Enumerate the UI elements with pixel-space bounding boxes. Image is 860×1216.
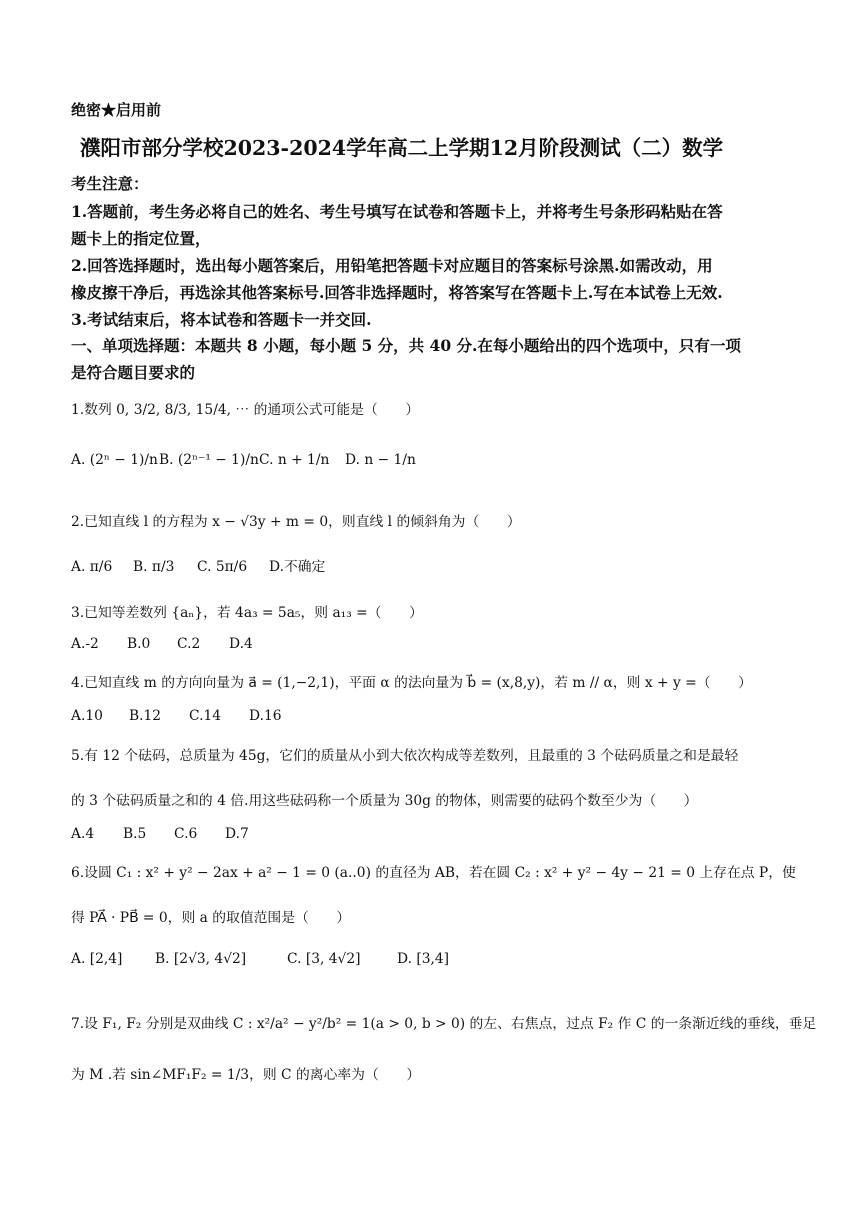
q6-option-d: D. [3,4]	[397, 951, 450, 967]
notice-item-3: 3.考试结束后，将本试卷和答题卡一并交回.	[71, 310, 372, 329]
q2-stem: 2.已知直线 l 的方程为 x − √3y + m = 0，则直线 l 的倾斜角为（ ）	[71, 514, 521, 530]
q3-option-b: B.0	[127, 636, 151, 652]
q3-option-c: C.2	[177, 636, 201, 652]
q4-option-d: D.16	[249, 708, 282, 724]
q2-option-a: A. π/6	[71, 559, 113, 575]
q4-stem: 4.已知直线 m 的方向向量为 a⃗ = (1,−2,1)，平面 α 的法向量为 b⃗ = (x,8,y)，若 m // α，则 x + y =（ ）	[71, 675, 752, 691]
q1-option-d: D. n − 1/n	[345, 452, 416, 468]
q6-options	[71, 951, 449, 967]
notice-heading: 考生注意：	[71, 174, 149, 193]
q5-option-a: A.4	[71, 826, 95, 842]
q2-options	[71, 555, 325, 575]
q1-option-c: C. n + 1/n	[259, 452, 330, 468]
q5-options	[71, 826, 249, 842]
q6-option-b: B. [2√3, 4√2]	[155, 951, 247, 967]
q5-option-b: B.5	[123, 826, 147, 842]
q4-options	[71, 708, 282, 724]
q1-option-a: A. (2ⁿ − 1)/n	[71, 452, 158, 468]
q1-option-b: B. (2ⁿ⁻¹ − 1)/n	[159, 452, 259, 468]
q7-stem-1: 7.设 F₁, F₂ 分别是双曲线 C : x²/a² − y²/b² = 1(a > 0, b > 0) 的左、右焦点，过点 F₂ 作 C 的一条渐近线的垂线，垂足	[71, 1016, 817, 1032]
notice-item-2a: 2.回答选择题时，选出每小题答案后，用铅笔把答题卡对应题目的答案标号涂黑.如需改动，用	[71, 256, 713, 275]
q6-stem-1: 6.设圆 C₁ : x² + y² − 2ax + a² − 1 = 0 (a..0) 的直径为 AB，若在圆 C₂ : x² + y² − 4y − 21 = 0 上存在点 P，使	[71, 865, 796, 881]
notice-item-1b: 题卡上的指定位置，	[71, 229, 211, 248]
q6-option-c: C. [3, 4√2]	[287, 951, 361, 967]
q6-option-a: A. [2,4]	[71, 951, 123, 967]
q4-option-b: B.12	[129, 708, 162, 724]
q5-option-c: C.6	[174, 826, 198, 842]
q2-option-c: C. 5π/6	[197, 559, 248, 575]
notice-item-1a: 1.答题前，考生务必将自己的姓名、考生号填写在试卷和答题卡上，并将考生号条形码粘贴在答	[71, 202, 723, 221]
q2-option-d: D.不确定	[269, 559, 326, 575]
q4-option-a: A.10	[71, 708, 103, 724]
secret-label: 绝密★启用前	[71, 101, 162, 119]
q7-stem-2: 为 M .若 sin∠MF₁F₂ = 1/3，则 C 的离心率为（ ）	[71, 1067, 421, 1083]
q3-stem: 3.已知等差数列 {aₙ}，若 4a₃ = 5a₅，则 a₁₃ =（ ）	[71, 605, 423, 621]
q1-options	[71, 452, 416, 468]
section1-line1: 一、单项选择题：本题共 8 小题，每小题 5 分，共 40 分.在每小题给出的四个选项中，只有一项	[71, 336, 741, 355]
q5-stem-2: 的 3 个砝码质量之和的 4 倍.用这些砝码称一个质量为 30g 的物体，则需要的砝码个数至少为（ ）	[71, 793, 698, 809]
q6-stem-2: 得 PA⃗ · PB⃗ = 0，则 a 的取值范围是（ ）	[71, 910, 351, 926]
q3-option-d: D.4	[229, 636, 253, 652]
q1-stem: 1.数列 0, 3/2, 8/3, 15/4, ⋯ 的通项公式可能是（ ）	[71, 402, 420, 418]
q2-option-b: B. π/3	[133, 559, 175, 575]
q5-option-d: D.7	[225, 826, 249, 842]
q5-stem-1: 5.有 12 个砝码，总质量为 45g，它们的质量从小到大依次构成等差数列，且最重的 3 个砝码质量之和是最轻	[71, 748, 739, 764]
notice-item-2b: 橡皮擦干净后，再选涂其他答案标号.回答非选择题时，将答案写在答题卡上.写在本试卷上无效.	[71, 283, 723, 302]
q4-option-c: C.14	[189, 708, 222, 724]
section1-line2: 是符合题目要求的	[71, 363, 196, 382]
q3-option-a: A.-2	[71, 636, 99, 652]
q3-options	[71, 636, 253, 652]
exam-title: 濮阳市部分学校2023-2024学年高二上学期12月阶段测试（二）数学	[80, 136, 724, 160]
